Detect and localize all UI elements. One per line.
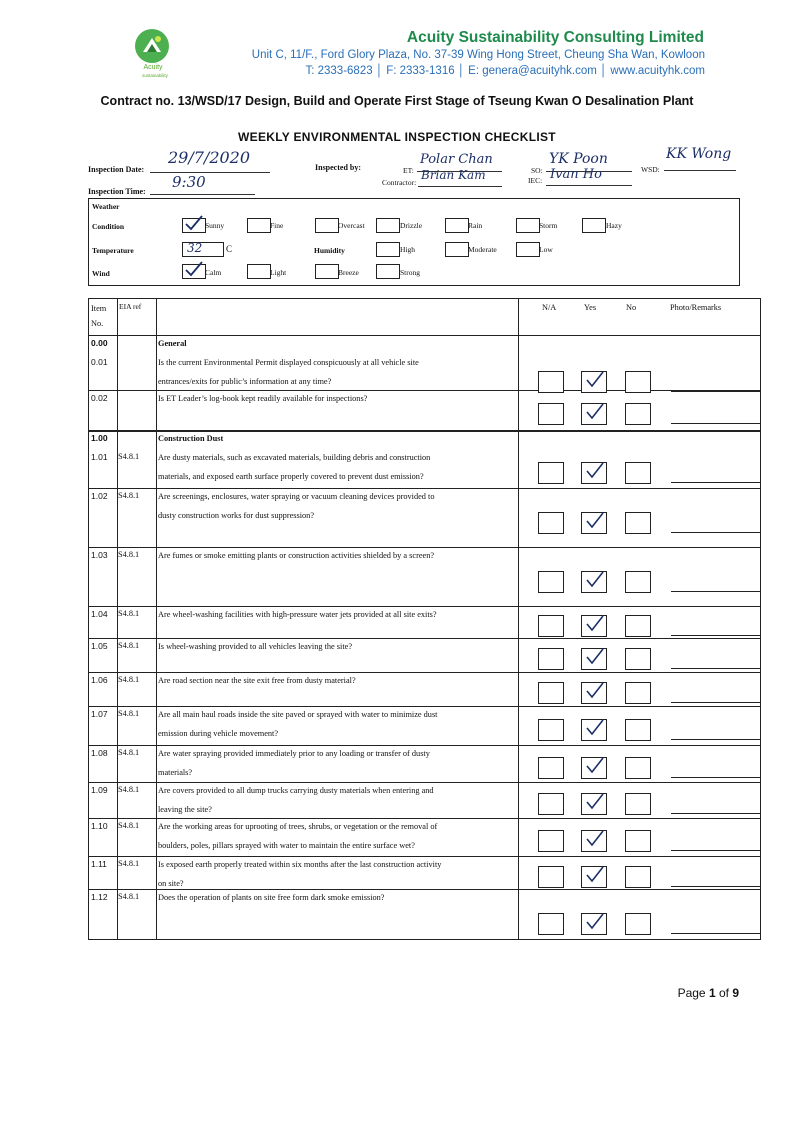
inspection-table [88, 298, 761, 940]
checkmark-icon [583, 646, 607, 666]
checkmark-icon [583, 401, 607, 421]
checkmark-icon [583, 369, 607, 389]
logo-subtext: sustainability [142, 73, 168, 78]
humidity-low-checkbox[interactable] [516, 242, 540, 257]
so-value: YK Poon [549, 151, 608, 167]
table-row [89, 390, 760, 430]
col-header-yes: Yes [584, 303, 597, 312]
humidity-label: Humidity [314, 246, 345, 255]
item-number: 0.02 [91, 393, 108, 403]
temperature-value: 32 [187, 241, 203, 255]
wind-strong-checkbox[interactable] [376, 264, 400, 279]
temperature-input[interactable] [182, 242, 224, 257]
remarks-field[interactable] [671, 702, 761, 703]
item-description: Is exposed earth properly treated within six months after the last construction activity [158, 860, 442, 869]
company-contact: T: 2333-6823 │ F: 2333-1316 │ E: genera@acuityhk.com │ www.acuityhk.com [305, 65, 705, 77]
checkmark-icon [583, 613, 607, 633]
iec-field[interactable] [546, 167, 632, 186]
temperature-label: Temperature [92, 246, 134, 255]
condition-option-label: Rain [468, 221, 483, 230]
condition-storm-checkbox[interactable] [516, 218, 540, 233]
table-row [89, 706, 760, 745]
table-row [89, 638, 760, 672]
item-number: 0.01 [91, 357, 108, 367]
wsd-value: KK Wong [666, 146, 732, 162]
page-title: WEEKLY ENVIRONMENTAL INSPECTION CHECKLIST [238, 130, 556, 144]
inspection-time-field[interactable] [150, 173, 255, 195]
item-description: Is ET Leader’s log-book kept readily available for inspections? [158, 394, 368, 403]
checkmark-icon [583, 569, 607, 589]
wind-option-label: Light [270, 268, 287, 277]
item-description: boulders, poles, pillars sprayed with water to maintain the entire surface wet? [158, 841, 415, 850]
na-checkbox[interactable] [538, 866, 564, 888]
col-header-eia-ref: EIA ref [119, 302, 142, 311]
wind-option-label: Calm [205, 268, 222, 277]
item-description: materials? [158, 768, 193, 777]
iec-label: IEC: [528, 176, 543, 185]
na-checkbox[interactable] [538, 648, 564, 670]
weather-heading: Weather [92, 202, 120, 211]
condition-hazy-checkbox[interactable] [582, 218, 606, 233]
condition-fine-checkbox[interactable] [247, 218, 271, 233]
checkmark-icon [583, 510, 607, 530]
no-checkbox[interactable] [625, 719, 651, 741]
contract-title: Contract no. 13/WSD/17 Design, Build and Operate First Stage of Tseung Kwan O Desalination Plant [100, 94, 694, 108]
condition-option-label: Hazy [606, 221, 622, 230]
na-checkbox[interactable] [538, 682, 564, 704]
company-name: Acuity Sustainability Consulting Limited [406, 29, 704, 46]
eia-ref: S4.8.1 [118, 609, 140, 618]
item-description: Is wheel-washing provided to all vehicles leaving the site? [158, 642, 352, 651]
eia-ref: S4.8.1 [118, 452, 140, 461]
checkmark-icon [583, 864, 607, 884]
na-checkbox[interactable] [538, 719, 564, 741]
inspection-date-field[interactable] [150, 148, 270, 173]
page-number: Page 1 of 9 [677, 986, 739, 1000]
no-checkbox[interactable] [625, 793, 651, 815]
item-description: Are water spraying provided immediately prior to any loading or transfer of dusty [158, 749, 430, 758]
table-row [89, 335, 760, 354]
no-checkbox[interactable] [625, 571, 651, 593]
table-row [89, 449, 760, 488]
checkmark-icon [183, 214, 205, 232]
table-row [89, 889, 760, 939]
humidity-option-label: Moderate [468, 245, 497, 254]
item-description: Are dusty materials, such as excavated materials, building debris and construction [158, 453, 431, 462]
na-checkbox[interactable] [538, 830, 564, 852]
temperature-unit: C [226, 244, 233, 254]
humidity-option-label: High [400, 245, 415, 254]
table-row [89, 672, 760, 706]
item-number: 1.12 [91, 892, 108, 902]
item-description: materials, and exposed earth surface properly covered to prevent dust emission? [158, 472, 424, 481]
remarks-field[interactable] [671, 423, 761, 424]
remarks-field[interactable] [671, 668, 761, 669]
remarks-field[interactable] [671, 739, 761, 740]
remarks-field[interactable] [671, 777, 761, 778]
inspection-time-label: Inspection Time: [88, 187, 146, 196]
no-checkbox[interactable] [625, 757, 651, 779]
remarks-field[interactable] [671, 933, 761, 934]
table-row [89, 354, 760, 390]
no-checkbox[interactable] [625, 403, 651, 425]
col-header-remarks: Photo/Remarks [670, 303, 722, 312]
wsd-label: WSD: [641, 165, 660, 174]
remarks-field[interactable] [671, 532, 761, 533]
item-number: 1.03 [91, 550, 108, 560]
checkmark-icon [583, 680, 607, 700]
checkmark-icon [583, 460, 607, 480]
eia-ref: S4.8.1 [118, 859, 140, 868]
company-address: Unit C, 11/F., Ford Glory Plaza, No. 37-39 Wing Hong Street, Cheung Sha Wan, Kowloon [251, 49, 705, 61]
item-description: Are screenings, enclosures, water spraying or vacuum cleaning devices provided to [158, 492, 435, 501]
col-header-item: Item No. [91, 304, 107, 328]
iec-value: Ivan Ho [550, 167, 602, 182]
checkmark-icon [583, 755, 607, 775]
inspected-by-label: Inspected by: [315, 163, 362, 172]
company-logo-icon [134, 28, 170, 64]
wind-label: Wind [92, 269, 110, 278]
remarks-field[interactable] [671, 813, 761, 814]
item-description: Are wheel-washing facilities with high-pressure water jets provided at all site exits? [158, 610, 437, 619]
eia-ref: S4.8.1 [118, 550, 140, 559]
wind-option-label: Breeze [338, 268, 359, 277]
humidity-moderate-checkbox[interactable] [445, 242, 469, 257]
item-description: Does the operation of plants on site free form dark smoke emission? [158, 893, 385, 902]
inspection-date-label: Inspection Date: [88, 165, 145, 174]
na-checkbox[interactable] [538, 462, 564, 484]
condition-rain-checkbox[interactable] [445, 218, 469, 233]
na-checkbox[interactable] [538, 615, 564, 637]
item-description: emission during vehicle movement? [158, 729, 279, 738]
checkmark-icon [583, 717, 607, 737]
contractor-value: Brian Kam [421, 168, 486, 182]
na-checkbox[interactable] [538, 571, 564, 593]
eia-ref: S4.8.1 [118, 641, 140, 650]
condition-drizzle-checkbox[interactable] [376, 218, 400, 233]
item-description: entrances/exits for public’s information at any time? [158, 377, 332, 386]
eia-ref: S4.8.1 [118, 709, 140, 718]
item-description: Are the working areas for uprooting of trees, shrubs, or vegetation or the removal of [158, 822, 438, 831]
item-description: Are fumes or smoke emitting plants or construction activities shielded by a screen? [158, 551, 435, 560]
no-checkbox[interactable] [625, 913, 651, 935]
wind-option-label: Strong [400, 268, 421, 277]
no-checkbox[interactable] [625, 866, 651, 888]
table-row [89, 430, 760, 449]
wind-light-checkbox[interactable] [247, 264, 271, 279]
remarks-field[interactable] [671, 482, 761, 483]
eia-ref: S4.8.1 [118, 892, 140, 901]
checkmark-icon [583, 828, 607, 848]
item-description: Are all main haul roads inside the site paved or sprayed with water to minimize dust [158, 710, 438, 719]
contractor-field[interactable] [418, 168, 502, 187]
remarks-field[interactable] [671, 886, 761, 887]
condition-option-label: Drizzle [400, 221, 423, 230]
item-number: 1.11 [91, 859, 107, 869]
condition-option-label: Overcast [338, 221, 365, 230]
na-checkbox[interactable] [538, 403, 564, 425]
na-checkbox[interactable] [538, 757, 564, 779]
wind-breeze-checkbox[interactable] [315, 264, 339, 279]
table-row [89, 547, 760, 606]
table-row [89, 606, 760, 638]
item-number: 1.02 [91, 491, 108, 501]
humidity-option-label: Low [539, 245, 553, 254]
item-number: 1.04 [91, 609, 108, 619]
item-number: 1.08 [91, 748, 108, 758]
eia-ref: S4.8.1 [118, 785, 140, 794]
eia-ref: S4.8.1 [118, 748, 140, 757]
no-checkbox[interactable] [625, 615, 651, 637]
checkmark-icon [183, 260, 205, 278]
no-checkbox[interactable] [625, 830, 651, 852]
item-description: dusty construction works for dust suppression? [158, 511, 315, 520]
checkmark-icon [583, 791, 607, 811]
item-description: Are road section near the site exit free from dusty material? [158, 676, 356, 685]
eia-ref: S4.8.1 [118, 491, 140, 500]
humidity-high-checkbox[interactable] [376, 242, 400, 257]
condition-option-label: Fine [270, 221, 284, 230]
item-description: on site? [158, 879, 184, 888]
contractor-label: Contractor: [382, 178, 417, 187]
item-description: leaving the site? [158, 805, 212, 814]
item-number: 1.00 [91, 433, 108, 443]
logo-text: Acuity [143, 64, 163, 71]
remarks-field[interactable] [671, 850, 761, 851]
col-header-no: No [626, 303, 637, 312]
table-row [89, 856, 760, 889]
item-description: Is the current Environmental Permit displayed conspicuously at all vehicle site [158, 358, 419, 367]
no-checkbox[interactable] [625, 512, 651, 534]
condition-overcast-checkbox[interactable] [315, 218, 339, 233]
weather-section [88, 198, 740, 286]
table-row [89, 818, 760, 856]
item-description: Are covers provided to all dump trucks carrying dusty materials when entering and [158, 786, 434, 795]
remarks-field[interactable] [671, 591, 761, 592]
eia-ref: S4.8.1 [118, 821, 140, 830]
condition-option-label: Storm [539, 221, 558, 230]
item-number: 1.10 [91, 821, 108, 831]
item-number: 1.05 [91, 641, 108, 651]
inspection-time-value: 9:30 [172, 173, 206, 191]
na-checkbox[interactable] [538, 512, 564, 534]
item-number: 1.07 [91, 709, 108, 719]
checkmark-icon [583, 911, 607, 931]
so-label: SO: [531, 166, 543, 175]
item-number: 1.06 [91, 675, 108, 685]
no-checkbox[interactable] [625, 648, 651, 670]
table-row [89, 782, 760, 818]
table-row [89, 488, 760, 547]
na-checkbox[interactable] [538, 913, 564, 935]
eia-ref: S4.8.1 [118, 675, 140, 684]
condition-option-label: Sunny [205, 221, 225, 230]
no-checkbox[interactable] [625, 682, 651, 704]
col-header-na: N/A [542, 303, 557, 312]
section-heading: General [158, 339, 187, 348]
et-label: ET: [403, 166, 414, 175]
no-checkbox[interactable] [625, 462, 651, 484]
item-number: 0.00 [91, 338, 108, 348]
table-row [89, 745, 760, 782]
na-checkbox[interactable] [538, 793, 564, 815]
inspection-date-value: 29/7/2020 [168, 148, 251, 167]
condition-label: Condition [92, 222, 125, 231]
wsd-field[interactable] [664, 146, 736, 171]
et-value: Polar Chan [420, 152, 493, 167]
section-heading: Construction Dust [158, 434, 224, 443]
remarks-field[interactable] [671, 635, 761, 636]
item-number: 1.09 [91, 785, 108, 795]
item-number: 1.01 [91, 452, 108, 462]
